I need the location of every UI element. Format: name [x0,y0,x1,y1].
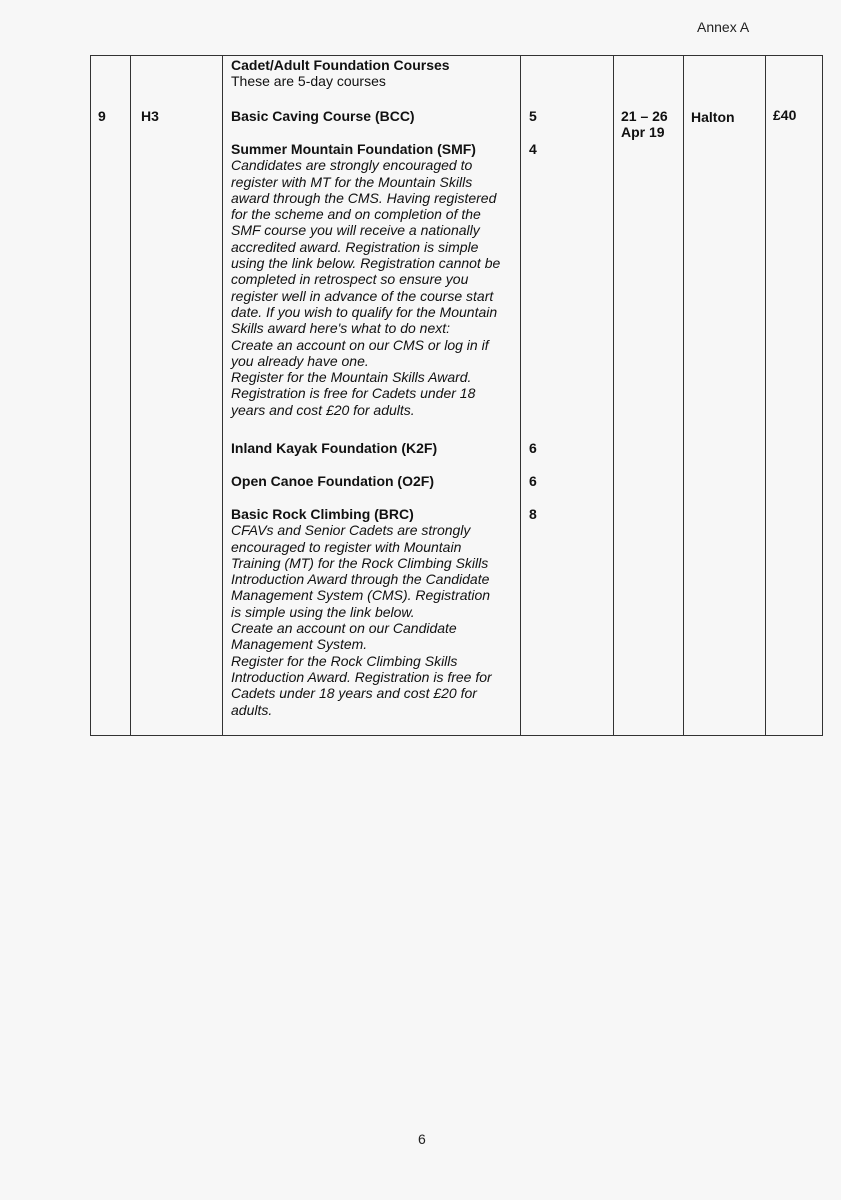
column-divider [222,55,223,736]
course-cost: £40 [773,107,797,123]
course-title: Basic Caving Course (BCC) [231,108,415,124]
description-line: Register for the Mountain Skills Award. [231,369,472,386]
description-line: accredited award. Registration is simple [231,238,479,255]
description-line: using the link below. Registration cannot be [231,255,501,272]
description-line: Cadets under 18 years and cost £20 for [231,685,477,702]
course-code: H3 [141,108,159,124]
course-title: Open Canoe Foundation (O2F) [231,473,434,489]
description-line: Introduction Award. Registration is free for [231,668,492,685]
course-description [231,157,516,418]
column-divider [130,55,131,736]
course-title: Inland Kayak Foundation (K2F) [231,440,438,456]
section-subtitle: These are 5-day courses [231,73,386,90]
description-line: is simple using the link below. [231,603,415,620]
description-line: date. If you wish to qualify for the Mountain [231,303,498,320]
description-line: completed in retrospect so ensure you [231,271,469,288]
course-title: Summer Mountain Foundation (SMF) [231,141,476,157]
serial-number: 9 [98,108,106,124]
description-line: Introduction Award through the Candidate [231,571,490,588]
course-entry-smf [231,141,516,418]
description-line: CFAVs and Senior Cadets are strongly [231,522,471,539]
section-header [231,57,516,90]
column-divider [613,55,614,736]
date-month-year: Apr 19 [621,124,665,141]
course-number: 5 [529,108,537,124]
course-description [231,522,516,718]
description-line: Management System (CMS). Registration [231,587,491,604]
course-number: 4 [529,141,537,157]
course-dates [621,108,668,141]
description-line: you already have one. [231,352,369,369]
column-divider [683,55,684,736]
description-line: Create an account on our Candidate [231,620,457,637]
description-line: encouraged to register with Mountain [231,538,462,555]
description-line: Candidates are strongly encouraged to [231,157,473,174]
course-title: Basic Rock Climbing (BRC) [231,506,414,522]
description-line: Management System. [231,636,368,653]
annex-label: Annex A [697,19,750,35]
description-line: Registration is free for Cadets under 18 [231,385,476,402]
column-divider [520,55,521,736]
page-number: 6 [418,1131,426,1147]
description-line: Training (MT) for the Rock Climbing Skills [231,554,489,571]
description-line: for the scheme and on completion of the [231,206,481,223]
column-divider [765,55,766,736]
description-line: award through the CMS. Having registered [231,189,497,206]
course-entry-brc [231,506,516,718]
description-line: Register for the Rock Climbing Skills [231,652,458,669]
description-line: SMF course you will receive a nationally [231,222,480,239]
course-number: 6 [529,473,537,489]
section-title: Cadet/Adult Foundation Courses [231,57,450,73]
date-range: 21 – 26 [621,108,668,124]
course-number: 8 [529,506,537,522]
description-line: years and cost £20 for adults. [231,401,415,418]
description-line: register well in advance of the course start [231,287,494,304]
course-number: 6 [529,440,537,456]
description-line: adults. [231,701,273,718]
course-location: Halton [691,109,735,125]
description-line: register with MT for the Mountain Skills [231,173,473,190]
description-line: Skills award here's what to do next: [231,320,451,337]
description-line: Create an account on our CMS or log in if [231,336,489,353]
